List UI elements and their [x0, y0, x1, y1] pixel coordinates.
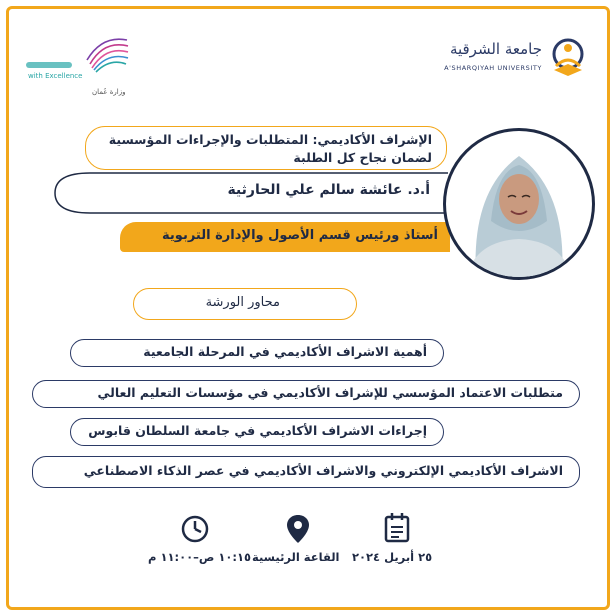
axis-item-text: أهمية الاشراف الأكاديمي في المرحلة الجامعية	[143, 344, 427, 359]
university-emblem-icon	[546, 36, 590, 80]
axes-heading-box	[133, 288, 357, 320]
university-name-en: A'SHARQIYAH UNIVERSITY	[444, 64, 542, 72]
partner-logo	[20, 28, 130, 96]
workshop-title-line2: لضمان نجاح كل الطلبة	[293, 150, 432, 165]
event-date: ٢٥ أبريل ٢٠٢٤	[352, 550, 433, 564]
presenter-name-box	[50, 172, 448, 214]
axis-item-text: الاشراف الأكاديمي الإلكتروني والاشراف الأكاديمي في عصر الذكاء الاصطناعي	[83, 463, 563, 478]
workshop-title-line1: الإشراف الأكاديمي: المتطلبات والإجراءات المؤسسية	[108, 132, 432, 147]
partner-mark-icon	[26, 58, 76, 72]
axes-heading: محاور الورشة	[205, 295, 280, 310]
partner-name-ar: وزارة عُمان	[92, 88, 126, 96]
university-name-ar: جامعة الشرقية	[449, 40, 542, 58]
presenter-name: أ.د. عائشة سالم علي الحارثية	[227, 182, 430, 198]
presenter-position: أستاذ ورئيس قسم الأصول والإدارة التربوية	[162, 228, 438, 243]
axis-item	[70, 339, 444, 367]
axis-item-text: متطلبات الاعتماد المؤسسي للإشراف الأكاديمي في مؤسسات التعليم العالي	[97, 385, 563, 400]
clock-icon	[180, 512, 210, 546]
presenter-photo-illustration	[446, 131, 592, 277]
event-location: القاعة الرئيسية	[252, 550, 340, 564]
location-pin-icon	[283, 512, 313, 546]
axis-item	[70, 418, 444, 446]
event-time: ١٠:١٥ ص–١١:٠٠ م	[148, 550, 252, 564]
axis-item	[32, 380, 580, 408]
calendar-icon	[382, 511, 412, 545]
workshop-title-box	[85, 126, 447, 170]
axis-item	[32, 456, 580, 488]
partner-subtitle: with Excellence	[28, 72, 83, 80]
presenter-photo	[443, 128, 595, 280]
axis-item-text: إجراءات الاشراف الأكاديمي في جامعة السلطان قابوس	[88, 423, 427, 438]
presenter-position-bar	[120, 222, 450, 252]
partner-swirl-icon	[82, 30, 132, 74]
university-logo	[444, 36, 590, 80]
